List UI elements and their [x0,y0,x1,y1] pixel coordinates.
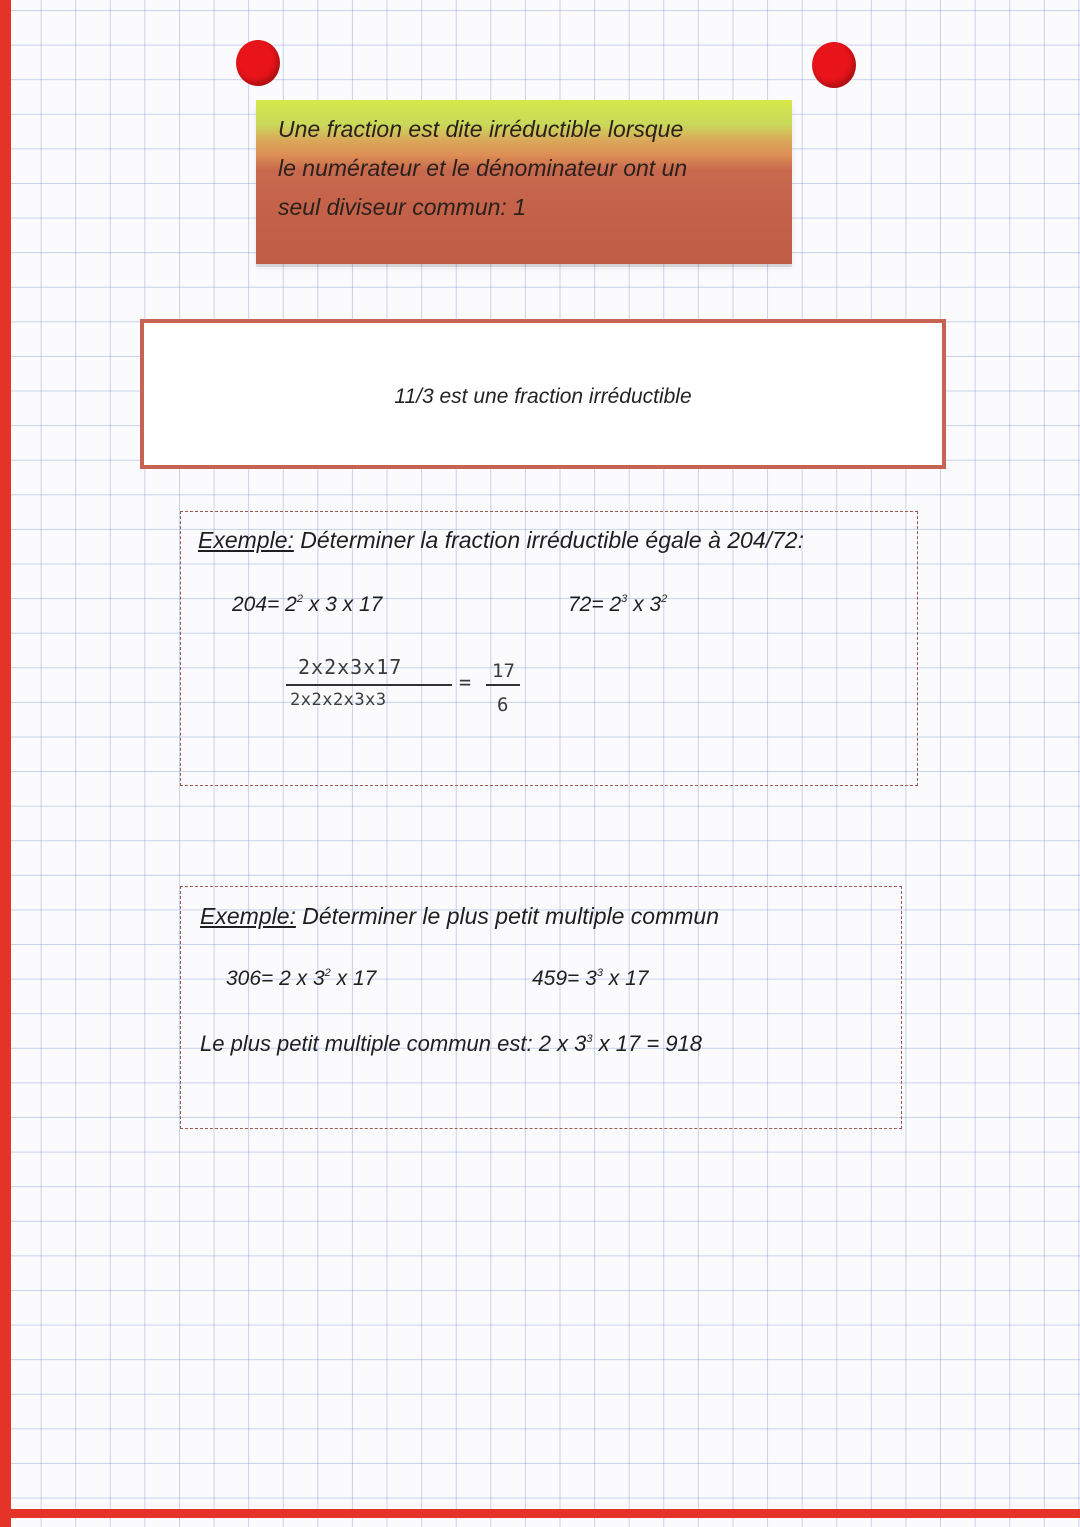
handwritten-fraction-bar [286,684,452,686]
binder-hole-left [236,40,280,86]
factorization-459 [532,967,648,991]
handwritten-equals: = [459,670,472,694]
definition-line-3: seul diviseur commun: 1 [278,194,526,220]
page-margin-left [0,0,11,1527]
factorization-72-exponent-2: 2 [661,593,668,605]
result-numerator: 17 [492,660,515,682]
factorization-306-rest: x 17 [330,967,377,990]
definition-text [278,110,778,227]
page-margin-bottom [0,1509,1080,1518]
example-sentence: 11/3 est une fraction irréductible [394,385,692,408]
factorization-306 [226,967,376,991]
example-2-heading [200,903,719,930]
definition-card [256,100,792,264]
factorization-204-exponent: 2 [296,593,303,605]
definition-line-2: le numérateur et le dénominateur ont un [278,155,688,181]
factorization-459-rest: x 17 [602,967,649,990]
example-2-instruction: Déterminer le plus petit multiple commun [295,903,719,929]
lcm-result-prefix: Le plus petit multiple commun est: 2 x 3 [200,1031,587,1056]
example-1-label: Exemple: [198,527,294,553]
factorization-204-rest: x 3 x 17 [302,593,383,616]
lcm-result-exponent: 3 [586,1033,593,1045]
example-1-instruction: Déterminer la fraction irréductible égale à 204/72: [293,527,804,553]
factorization-306-exponent: 2 [324,967,331,979]
factorization-72-base: 72= 2 [568,593,622,616]
handwritten-numerator: 2x2x3x17 [298,655,403,679]
factorization-72-exponent-1: 3 [621,593,628,605]
factorization-459-base: 459= 3 [532,967,597,990]
example-2-label: Exemple: [200,903,296,929]
handwritten-denominator: 2x2x2x3x3 [290,690,387,710]
lcm-result-suffix: x 17 = 918 [592,1031,703,1056]
result-denominator: 6 [497,694,509,716]
binder-hole-right [812,42,856,88]
factorization-306-base: 306= 2 x 3 [226,967,325,990]
factorization-204-base: 204= 2 [232,593,297,616]
definition-line-1: Une fraction est dite irréductible lorsque [278,116,684,142]
factorization-72 [568,593,667,617]
factorization-459-exponent: 3 [596,967,603,979]
example-frame [140,319,946,469]
example-1-heading [198,527,804,554]
factorization-204 [232,593,382,617]
lcm-result [200,1031,702,1057]
result-fraction-bar [486,684,520,686]
factorization-72-mid: x 3 [627,593,662,616]
